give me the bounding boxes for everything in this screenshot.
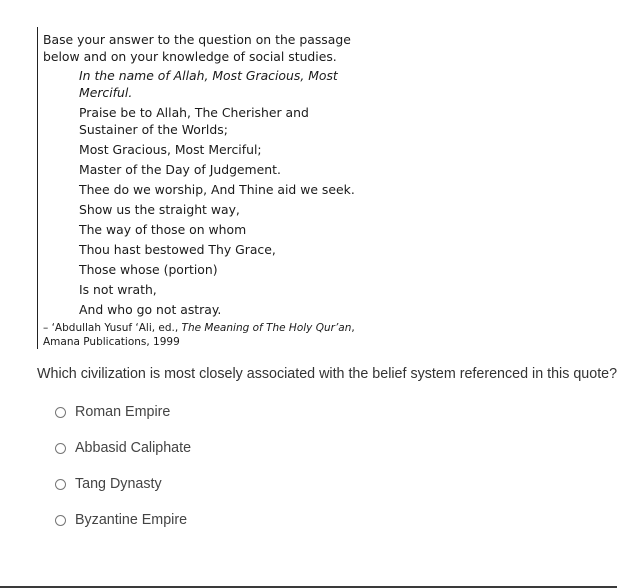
verse-line: Is not wrath, <box>79 282 157 297</box>
answer-option-label[interactable]: Abbasid Caliphate <box>75 440 192 456</box>
verse-line: Show us the straight way, <box>79 202 240 217</box>
citation-publisher: Amana Publications, 1999 <box>43 336 180 348</box>
answer-options <box>55 402 191 546</box>
verse-line: In the name of Allah, Most Gracious, Most Merciful. <box>79 68 338 100</box>
answer-option-label[interactable]: Byzantine Empire <box>75 512 188 528</box>
answer-option-abbasid-caliphate[interactable] <box>55 438 191 458</box>
verse-line: Praise be to Allah, The Cherisher and Sustainer of the Worlds; <box>79 105 309 137</box>
radio-button[interactable] <box>55 443 66 454</box>
citation-author: – ‘Abdullah Yusuf ‘Ali, ed., <box>43 322 182 334</box>
answer-option-byzantine-empire[interactable] <box>55 510 191 530</box>
passage-citation <box>43 321 367 349</box>
verse-line: Thou hast bestowed Thy Grace, <box>79 242 276 257</box>
verse-line: Thee do we worship, And Thine aid we seek. <box>79 182 355 197</box>
verse-line: Master of the Day of Judgement. <box>79 162 281 177</box>
radio-button[interactable] <box>55 479 66 490</box>
question-prompt: Which civilization is most closely associated with the belief system referenced in this quote? <box>37 366 617 382</box>
verse-line: Those whose (portion) <box>79 262 218 277</box>
verse-line: Most Gracious, Most Merciful; <box>79 142 262 157</box>
reading-passage <box>37 27 367 349</box>
verse-line: And who go not astray. <box>79 302 222 317</box>
citation-separator: , <box>351 322 355 334</box>
passage-instructions: Base your answer to the question on the passage below and on your knowledge of social studies. <box>43 32 351 64</box>
radio-button[interactable] <box>55 407 66 418</box>
answer-option-tang-dynasty[interactable] <box>55 474 191 494</box>
quoted-verse <box>79 67 367 318</box>
citation-book-title: The Meaning of The Holy Qur’an <box>181 322 352 334</box>
answer-option-label[interactable]: Tang Dynasty <box>75 476 162 492</box>
verse-line: The way of those on whom <box>79 222 247 237</box>
answer-option-roman-empire[interactable] <box>55 402 191 422</box>
radio-button[interactable] <box>55 515 66 526</box>
answer-option-label[interactable]: Roman Empire <box>75 404 171 420</box>
